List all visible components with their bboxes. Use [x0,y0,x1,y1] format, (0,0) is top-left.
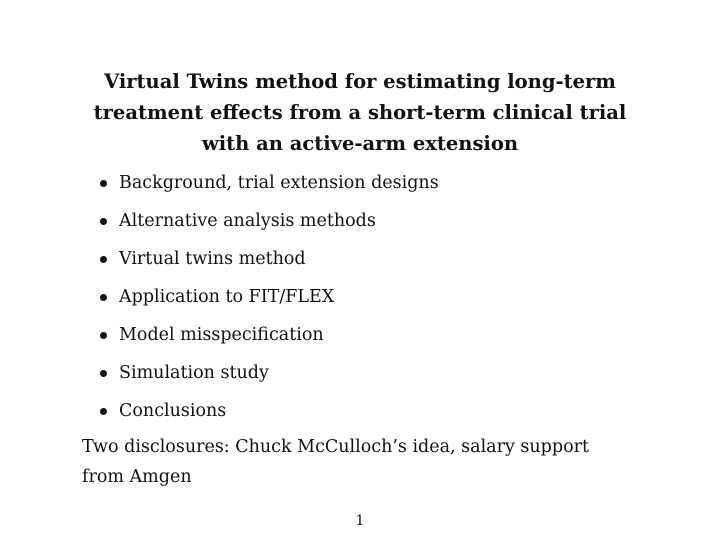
bullet-text: Application to FIT/FLEX [119,287,335,307]
page-number: 1 [355,513,365,529]
bullet-text: Background, trial extension designs [119,173,439,193]
bullet-text: Virtual twins method [119,249,306,269]
slide-title [60,66,660,159]
bullet-text: Conclusions [119,401,227,421]
list-item [100,278,660,316]
title-line-3: with an active-arm extension [201,132,519,155]
bullet-text: Alternative analysis methods [119,211,376,231]
disclosure-line-2: from Amgen [82,467,192,487]
bullet-icon [100,370,107,377]
bullet-text: Simulation study [119,363,269,383]
list-item [100,392,660,430]
bullet-icon [100,180,107,187]
bullet-icon [100,294,107,301]
disclosure-paragraph [82,432,642,492]
list-item [100,354,660,392]
bullet-icon [100,332,107,339]
disclosure-line-1: Two disclosures: Chuck McCulloch’s idea, salary support [82,437,590,457]
bullet-icon [100,256,107,263]
title-line-1: Virtual Twins method for estimating long-term [104,70,616,93]
bullet-list [100,164,660,430]
bullet-icon [100,408,107,415]
list-item [100,164,660,202]
bullet-text: Model misspecification [119,325,324,345]
list-item [100,316,660,354]
list-item [100,240,660,278]
list-item [100,202,660,240]
title-line-2: treatment effects from a short-term clinical trial [93,101,627,124]
bullet-icon [100,218,107,225]
